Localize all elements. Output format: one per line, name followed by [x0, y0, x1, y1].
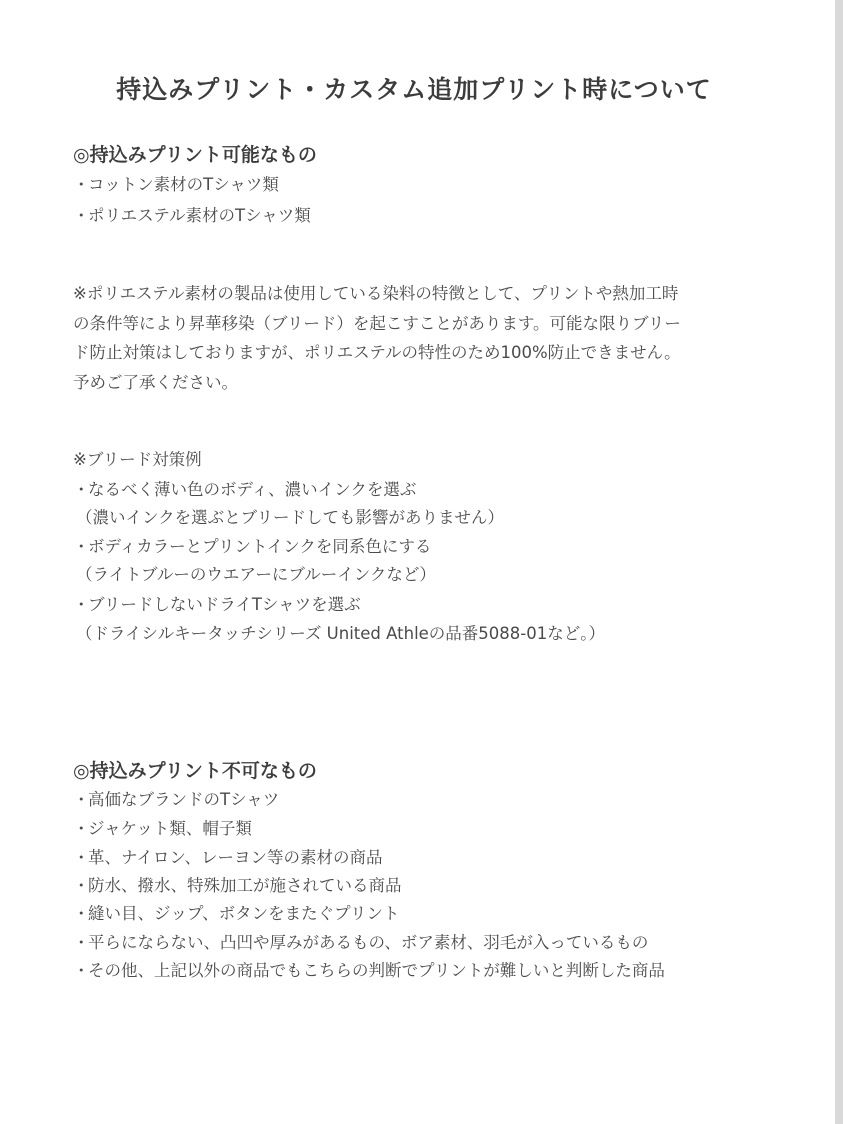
bullet-marker: ・: [73, 848, 90, 867]
list-item-note: （濃いインクを選ぶとブリードしても影響がありません）: [76, 508, 505, 527]
list-item-text: 防水、撥水、特殊加工が施されている商品: [88, 876, 402, 895]
bullet-marker: ・: [73, 206, 90, 225]
list-item-text: なるべく薄い色のボディ、濃いインクを選ぶ: [88, 480, 417, 499]
page-title: 持込みプリント・カスタム追加プリント時について: [116, 75, 712, 104]
list-item: [73, 536, 431, 558]
list-item-text: 平らにならない、凸凹や厚みがあるもの、ボア素材、羽毛が入っているもの: [88, 933, 649, 952]
bullet-marker: ・: [73, 933, 90, 952]
list-item: [73, 875, 402, 897]
bullet-marker: ・: [73, 819, 90, 838]
bullet-marker: ・: [73, 876, 90, 895]
bullet-marker: ・: [73, 480, 90, 499]
list-item-text: 革、ナイロン、レーヨン等の素材の商品: [88, 848, 383, 867]
list-item-text: 高価なブランドのTシャツ: [88, 790, 280, 809]
list-item: [73, 847, 383, 869]
section-heading-possible: ◎持込みプリント可能なもの: [73, 144, 317, 166]
countermeasures-heading: ※ブリード対策例: [73, 450, 202, 469]
list-item-text: その他、上記以外の商品でもこちらの判断でプリントが難しいと判断した商品: [88, 961, 665, 980]
paragraph-line: 予めご了承ください。: [73, 372, 238, 392]
bullet-marker: ・: [73, 790, 90, 809]
bullet-marker: ・: [73, 904, 90, 923]
paragraph-line: ※ポリエステル素材の製品は使用している染料の特徴として、プリントや熱加工時: [73, 284, 679, 303]
scrollbar[interactable]: [835, 0, 843, 1124]
list-item: [73, 960, 665, 982]
list-item-text: ボディカラーとプリントインクを同系色にする: [88, 537, 432, 556]
list-item-text: ジャケット類、帽子類: [88, 819, 252, 838]
list-item-note: （ドライシルキータッチシリーズ United Athleの品番5088-01など。）: [76, 624, 605, 643]
bullet-marker: ・: [73, 175, 90, 194]
list-item: [73, 932, 648, 954]
bullet-marker: ・: [73, 537, 90, 556]
paragraph-line: ド防止対策はしておりますが、ポリエステルの特性のため100%防止できません。: [73, 343, 681, 362]
list-item-text: ブリードしないドライTシャツを選ぶ: [88, 595, 361, 614]
bullet-marker: ・: [73, 961, 90, 980]
list-item: [73, 903, 400, 925]
bullet-marker: ・: [73, 595, 90, 614]
list-item: [73, 205, 311, 227]
list-item-text: 縫い目、ジップ、ボタンをまたぐプリント: [88, 904, 400, 923]
list-item-text: コットン素材のTシャツ類: [88, 175, 279, 194]
list-item-note: （ライトブルーのウエアーにブルーインクなど）: [76, 565, 436, 584]
list-item: [73, 594, 361, 616]
bleed-notice-paragraph: [73, 279, 763, 397]
list-item-text: ポリエステル素材のTシャツ類: [88, 206, 311, 225]
list-item: [73, 479, 416, 501]
list-item: [73, 789, 279, 811]
paragraph-line: の条件等により昇華移染（ブリード）を起こすことがあります。可能な限りブリー: [73, 313, 681, 333]
list-item: [73, 818, 252, 840]
section-heading-not-possible: ◎持込みプリント不可なもの: [73, 760, 317, 782]
list-item: [73, 174, 279, 196]
